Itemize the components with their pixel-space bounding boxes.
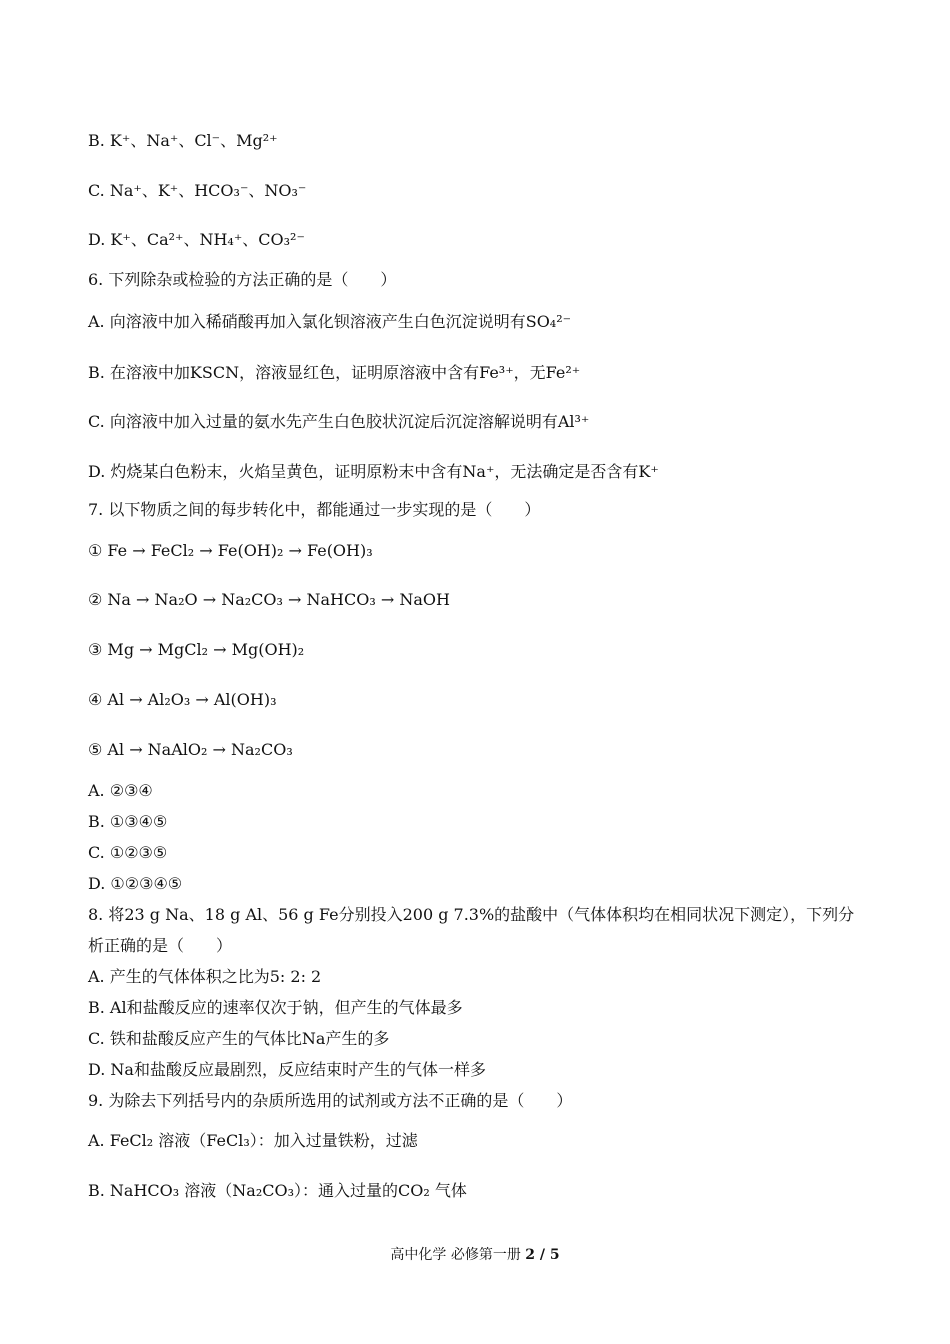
- option-7b: B. ①③④⑤: [88, 812, 168, 831]
- footer-title: 高中化学 必修第一册: [390, 1247, 526, 1263]
- option-6d: D. 灼烧某白色粉末，火焰呈黄色，证明原粉末中含有Na⁺，无法确定是否含有K⁺: [88, 462, 659, 481]
- option-8b: B. Al和盐酸反应的速率仅次于钠，但产生的气体最多: [88, 998, 463, 1017]
- option-8d: D. Na和盐酸反应最剧烈，反应结束时产生的气体一样多: [88, 1060, 486, 1079]
- option-5b: B. K⁺、Na⁺、Cl⁻、Mg²⁺: [88, 131, 278, 150]
- page-number: 2 / 5: [525, 1247, 560, 1263]
- conversion-3: ③ Mg → MgCl₂ → Mg(OH)₂: [88, 640, 305, 659]
- conversion-5: ⑤ Al → NaAlO₂ → Na₂CO₃: [88, 740, 293, 759]
- option-5c: C. Na⁺、K⁺、HCO₃⁻、NO₃⁻: [88, 181, 307, 200]
- option-6a: A. 向溶液中加入稀硝酸再加入氯化钡溶液产生白色沉淀说明有SO₄²⁻: [88, 312, 572, 331]
- question-6: 6. 下列除杂或检验的方法正确的是（ ）: [88, 270, 397, 289]
- option-7a: A. ②③④: [88, 781, 153, 800]
- question-7: 7. 以下物质之间的每步转化中，都能通过一步实现的是（ ）: [88, 500, 541, 519]
- question-9: 9. 为除去下列括号内的杂质所选用的试剂或方法不正确的是（ ）: [88, 1091, 573, 1110]
- page-footer: [0, 1246, 950, 1264]
- option-8a: A. 产生的气体体积之比为5: 2: 2: [88, 967, 322, 986]
- question-8: 8. 将23 g Na、18 g Al、56 g Fe分别投入200 g 7.3%的盐酸中（气体体积均在相同状况下测定），下列分析正确的是（ ）: [88, 905, 855, 955]
- option-7c: C. ①②③⑤: [88, 843, 168, 862]
- conversion-1: ① Fe → FeCl₂ → Fe(OH)₂ → Fe(OH)₃: [88, 541, 373, 560]
- conversion-2: ② Na → Na₂O → Na₂CO₃ → NaHCO₃ → NaOH: [88, 590, 450, 609]
- conversion-4: ④ Al → Al₂O₃ → Al(OH)₃: [88, 690, 277, 709]
- option-6b: B. 在溶液中加KSCN，溶液显红色，证明原溶液中含有Fe³⁺，无Fe²⁺: [88, 363, 581, 382]
- option-7d: D. ①②③④⑤: [88, 874, 183, 893]
- option-9b: B. NaHCO₃ 溶液（Na₂CO₃）：通入过量的CO₂ 气体: [88, 1181, 467, 1200]
- option-5d: D. K⁺、Ca²⁺、NH₄⁺、CO₃²⁻: [88, 230, 305, 249]
- option-9a: A. FeCl₂ 溶液（FeCl₃）：加入过量铁粉，过滤: [88, 1131, 418, 1150]
- option-8c: C. 铁和盐酸反应产生的气体比Na产生的多: [88, 1029, 390, 1048]
- option-6c: C. 向溶液中加入过量的氨水先产生白色胶状沉淀后沉淀溶解说明有Al³⁺: [88, 412, 590, 431]
